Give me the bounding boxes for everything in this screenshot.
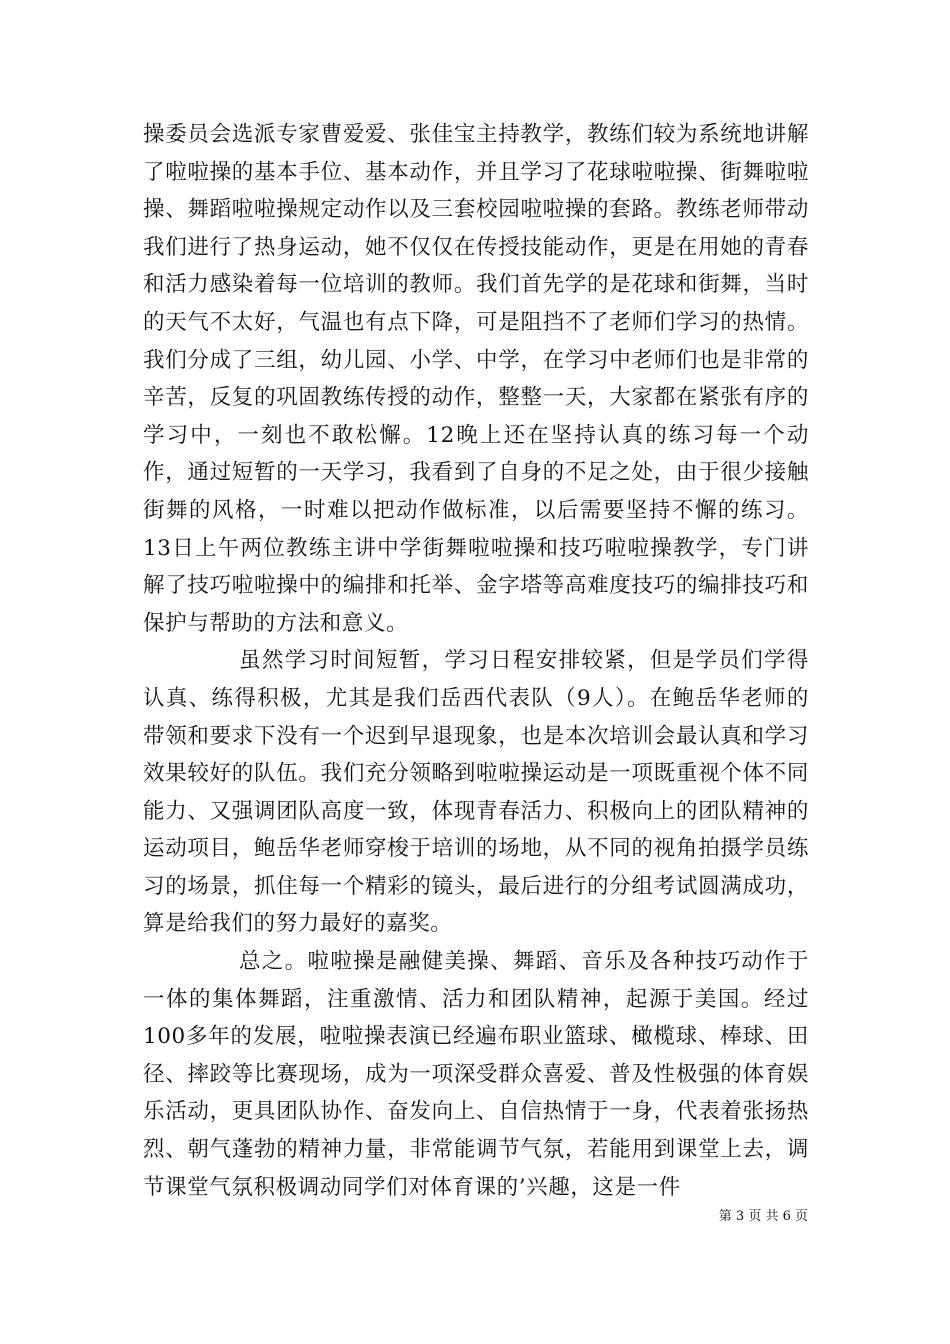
paragraph-3: 总之。啦啦操是融健美操、舞蹈、音乐及各种技巧动作于一体的集体舞蹈，注重激情、活力和团队精神，起源于美国。经过100多年的发展，啦啦操表演已经遍布职业篮球、橄榄球、棒球、田径、摔跤等比赛现场，成为一项深受群众喜爱、普及性极强的体育娱乐活动，更具团队协作、奋发向上、自信热情于一身，代表着张扬热烈、朝气蓬勃的精神力量，非常能调节气氛，若能用到课堂上去，调节课堂气氛积极调动同学们对体育课的’兴趣，这是一件 [143, 949, 809, 1200]
paragraph-2: 虽然学习时间短暂，学习日程安排较紧，但是学员们学得认真、练得积极，尤其是我们岳西代表队（9人）。在鲍岳华老师的带领和要求下没有一个迟到早退现象，也是本次培训会最认真和学习效果较好的队伍。我们充分领略到啦啦操运动是一项既重视个体不同能力、又强调团队高度一致，体现青春活力、积极向上的团队精神的运动项目，鲍岳华老师穿梭于培训的场地，从不同的视角拍摄学员练习的场景，抓住每一个精彩的镜头，最后进行的分组考试圆满成功，算是给我们的努力最好的嘉奖。 [143, 648, 809, 937]
document-body [143, 116, 809, 1206]
paragraph-1: 操委员会选派专家曹爱爱、张佳宝主持教学，教练们较为系统地讲解了啦啦操的基本手位、基本动作，并且学习了花球啦啦操、街舞啦啦操、舞蹈啦啦操规定动作以及三套校园啦啦操的套路。教练老师带动我们进行了热身运动，她不仅仅在传授技能动作，更是在用她的青春和活力感染着每一位培训的教师。我们首先学的是花球和街舞，当时的天气不太好，气温也有点下降，可是阻挡不了老师们学习的热情。我们分成了三组，幼儿园、小学、中学，在学习中老师们也是非常的辛苦，反复的巩固教练传授的动作，整整一天，大家都在紧张有序的学习中，一刻也不敢松懈。12晚上还在坚持认真的练习每一个动作，通过短暂的一天学习，我看到了自身的不足之处，由于很少接触街舞的风格，一时难以把动作做标准，以后需要坚持不懈的练习。13日上午两位教练主讲中学街舞啦啦操和技巧啦啦操教学，专门讲解了技巧啦啦操中的编排和托举、金字塔等高难度技巧的编排技巧和保护与帮助的方法和意义。 [143, 122, 809, 636]
page-number-footer: 第 3 页 共 6 页 [718, 1209, 808, 1224]
